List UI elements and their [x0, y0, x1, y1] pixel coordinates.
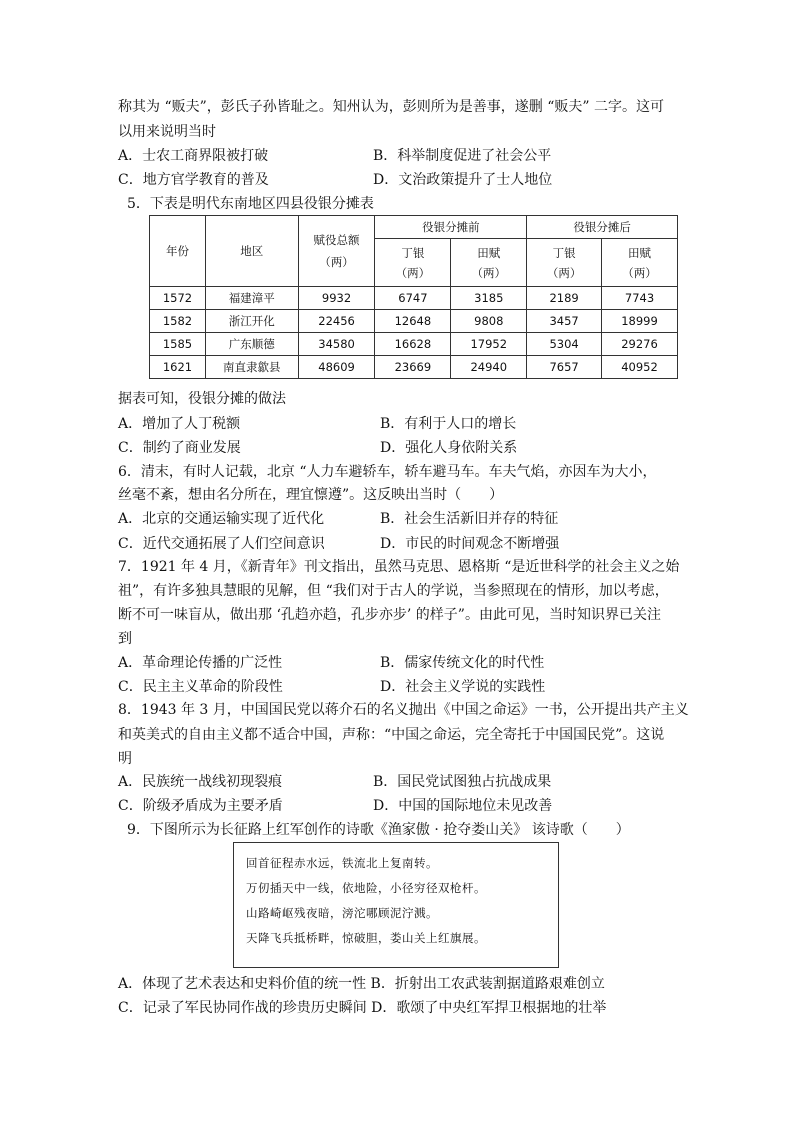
q5-option-d: D．强化人身依附关系 [380, 440, 518, 456]
cell-tian-after: 7743 [602, 287, 678, 310]
header-ding-after [527, 239, 602, 287]
intro-option-d: D．文治政策提升了士人地位 [373, 172, 553, 188]
cell-ding-before: 16628 [375, 333, 451, 356]
table-row [150, 333, 678, 356]
poem-line: 山路崎岖残夜暗，滂沱哪顾泥泞溅。 [246, 906, 438, 920]
cell-ding-after: 2189 [527, 287, 602, 310]
cell-year: 1582 [150, 310, 206, 333]
intro-option-b: B．科举制度促进了社会公平 [373, 148, 552, 164]
cell-region: 南直隶歙县 [205, 356, 298, 379]
header-tian-after [602, 239, 678, 287]
header-tian-unit: （两） [471, 265, 507, 280]
intro-line-2: 以用来说明当时 [118, 124, 216, 140]
header-ding-label: 丁银 [552, 245, 576, 260]
cell-tian-before: 17952 [451, 333, 527, 356]
q6-option-c: C．近代交通拓展了人们空间意识 [118, 536, 325, 552]
header-ding-label: 丁银 [401, 245, 425, 260]
q5-stem: 5．下表是明代东南地区四县役银分摊表 [127, 196, 374, 212]
header-total-label: 赋役总额 [313, 233, 360, 247]
poem-line: 回首征程赤水远，铁流北上复南转。 [246, 856, 438, 870]
q7-option-b: B．儒家传统文化的时代性 [380, 655, 545, 671]
intro-line-1: 称其为 “贩夫”，彭氏子孙皆耻之。知州认为，彭则所为是善事，遂删 “贩夫” 二字。这可 [118, 99, 664, 115]
q7-line-3: 断不可一味盲从，做出那 ‘孔趋亦趋，孔步亦步’ 的样子”。由此可见，当时知识界已关注 [118, 607, 661, 623]
cell-ding-after: 7657 [527, 356, 602, 379]
cell-tian-after: 29276 [602, 333, 678, 356]
poem-line: 万仞插天中一线，依地险，小径穷径双枪杆。 [246, 881, 486, 895]
q7-line-4: 到 [118, 631, 132, 647]
header-ding-before [375, 239, 451, 287]
cell-region: 广东顺德 [205, 333, 298, 356]
header-total-unit: （两） [319, 255, 354, 269]
q8-option-a: A．民族统一战线初现裂痕 [118, 774, 283, 790]
intro-option-c: C．地方官学教育的普及 [118, 172, 269, 188]
q6-option-b: B．社会生活新旧并存的特征 [380, 511, 559, 527]
cell-total: 48609 [298, 356, 375, 379]
cell-year: 1621 [150, 356, 206, 379]
intro-option-a: A．士农工商界限被打破 [118, 148, 269, 164]
header-after: 役银分摊后 [527, 216, 678, 239]
cell-region: 福建漳平 [205, 287, 298, 310]
cell-ding-after: 5304 [527, 333, 602, 356]
cell-ding-before: 6747 [375, 287, 451, 310]
cell-region: 浙江开化 [205, 310, 298, 333]
q8-option-c: C．阶级矛盾成为主要矛盾 [118, 798, 283, 814]
cell-year: 1572 [150, 287, 206, 310]
q7-option-a: A．革命理论传播的广泛性 [118, 655, 283, 671]
header-region: 地区 [205, 216, 298, 287]
q5-option-c: C．制约了商业发展 [118, 440, 241, 456]
tax-allocation-table [149, 215, 678, 379]
q7-line-1: 7．1921 年 4 月，《新青年》刊文指出，虽然马克思、恩格斯 “是近世科学的社会主义之始 [118, 559, 680, 575]
q6-line-2: 丝毫不紊，想由名分所在，理宜懔遵”。这反映出当时（ ） [118, 487, 504, 503]
header-ding-unit: （两） [546, 265, 582, 280]
header-total [298, 216, 375, 287]
header-ding-unit: （两） [395, 265, 431, 280]
q7-option-d: D．社会主义学说的实践性 [380, 679, 546, 695]
q8-option-b: B．国民党试图独占抗战成果 [373, 774, 552, 790]
q8-line-3: 明 [118, 751, 132, 767]
cell-tian-before: 3185 [451, 287, 527, 310]
q5-option-b: B．有利于人口的增长 [380, 416, 517, 432]
table-row [150, 310, 678, 333]
header-before: 役银分摊前 [375, 216, 527, 239]
cell-tian-before: 9808 [451, 310, 527, 333]
header-tian-label: 田赋 [477, 245, 501, 260]
table-row [150, 287, 678, 310]
q5-option-a: A．增加了人丁税额 [118, 416, 241, 432]
q7-option-c: C．民主主义革命的阶段性 [118, 679, 283, 695]
q9-stem: 9．下图所示为长征路上红军创作的诗歌《渔家傲 · 抢夺娄山关》 该诗歌（ ） [127, 822, 630, 838]
cell-ding-after: 3457 [527, 310, 602, 333]
q8-option-d: D．中国的国际地位未见改善 [373, 798, 553, 814]
table-row [150, 356, 678, 379]
cell-total: 22456 [298, 310, 375, 333]
q9-options-line-2: C．记录了军民协同作战的珍贵历史瞬间 D．歌颂了中央红军捍卫根据地的壮举 [118, 1000, 607, 1016]
cell-total: 9932 [298, 287, 375, 310]
q7-line-2: 祖”，有许多独具慧眼的见解，但 “我们对于古人的学说，当参照现在的情形，加以考虑， [118, 583, 669, 599]
header-year: 年份 [150, 216, 206, 287]
q6-option-a: A．北京的交通运输实现了近代化 [118, 511, 325, 527]
q8-line-1: 8．1943 年 3 月，中国国民党以蒋介石的名义抛出《中国之命运》一书，公开提出共产主义 [118, 702, 689, 718]
poem-box [233, 842, 559, 968]
header-tian-before [451, 239, 527, 287]
q5-after-text: 据表可知，役银分摊的做法 [118, 391, 286, 407]
header-tian-label: 田赋 [628, 245, 652, 260]
cell-tian-after: 18999 [602, 310, 678, 333]
q9-options-line-1: A．体现了艺术表达和史料价值的统一性 B．折射出工农武装割据道路艰难创立 [118, 976, 605, 992]
q6-line-1: 6．清末，有时人记载，北京 “人力车避轿车，轿车避马车。车夫气焰，亦因车为大小， [118, 464, 657, 480]
cell-tian-before: 24940 [451, 356, 527, 379]
cell-ding-before: 12648 [375, 310, 451, 333]
header-tian-unit: （两） [622, 265, 657, 280]
q6-option-d: D．市民的时间观念不断增强 [380, 536, 560, 552]
cell-year: 1585 [150, 333, 206, 356]
cell-ding-before: 23669 [375, 356, 451, 379]
cell-tian-after: 40952 [602, 356, 678, 379]
q8-line-2: 和英美式的自由主义都不适合中国，声称：“中国之命运，完全寄托于中国国民党”。这说 [118, 727, 665, 743]
cell-total: 34580 [298, 333, 375, 356]
poem-line: 天降飞兵抵桥畔，惊破胆，娄山关上红旗展。 [246, 931, 486, 945]
